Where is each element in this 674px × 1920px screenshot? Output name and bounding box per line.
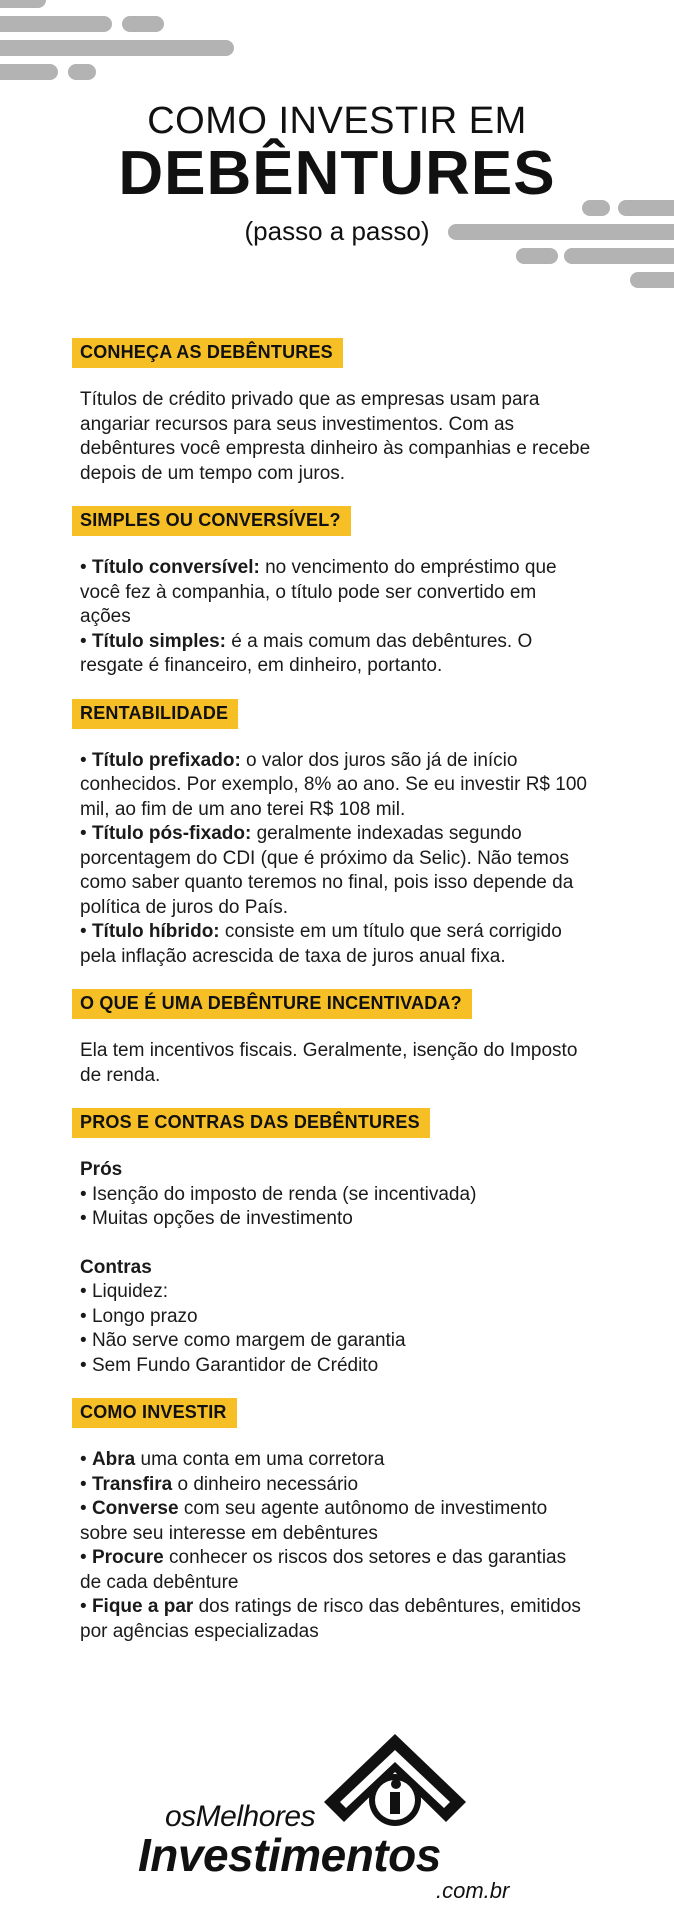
logo-domain: .com.br — [436, 1878, 510, 1903]
list-item: • Título conversível: no vencimento do empréstimo que você fez à companhia, o título pode ser convertido em ações — [80, 557, 557, 627]
decor-bar — [0, 64, 58, 80]
cons-label: Contras — [80, 1256, 152, 1278]
decor-bar — [0, 0, 46, 8]
section-title: O QUE É UMA DEBÊNTURE INCENTIVADA? — [72, 989, 472, 1019]
page-title: DEBÊNTURES — [118, 139, 556, 208]
logo-text-big: Investimentos — [138, 1829, 441, 1881]
section-simples-conversivel — [72, 506, 592, 679]
section-rentabilidade — [72, 699, 592, 970]
header-subtitle: (passo a passo) — [244, 216, 430, 246]
section-title: PROS E CONTRAS DAS DEBÊNTURES — [72, 1108, 430, 1138]
list-item: • Título prefixado: o valor dos juros são já de início conhecidos. Por exemplo, 8% ao ano. Se eu investir R$ 100 mil, ao fim de um ano terei R$ 108 mil. — [80, 749, 587, 820]
list-item: • Procure conhecer os riscos dos setores e das garantias de cada debênture — [80, 1547, 567, 1593]
section-conheca — [72, 338, 592, 486]
decor-bar — [564, 248, 674, 264]
content — [72, 338, 592, 1664]
list-item: • Não serve como margem de garantia — [80, 1330, 406, 1351]
list-item: • Transfira o dinheiro necessário — [80, 1473, 359, 1495]
list-item: • Título híbrido: consiste em um título que será corrigido pela inflação acrescida de taxa de juros anual fixa. — [80, 921, 562, 967]
logo-text-small: osMelhores — [165, 1800, 316, 1833]
section-title: RENTABILIDADE — [72, 699, 238, 729]
section-text: Ela tem incentivos fiscais. Geralmente, isenção do Imposto de renda. — [80, 1040, 578, 1086]
decor-bar — [122, 16, 164, 32]
list-item: • Título simples: é a mais comum das debêntures. O resgate é financeiro, em dinheiro, portanto. — [80, 630, 533, 676]
list-item: • Longo prazo — [80, 1305, 198, 1327]
section-como-investir — [72, 1398, 592, 1644]
pros-label: Prós — [80, 1159, 123, 1180]
list-item: • Abra uma conta em uma corretora — [80, 1449, 385, 1470]
brand-logo — [130, 1730, 550, 1903]
section-title: CONHEÇA AS DEBÊNTURES — [72, 338, 343, 368]
header-line-1: COMO INVESTIR EM — [147, 100, 527, 142]
decor-bar — [68, 64, 96, 80]
list-item: • Fique a par dos ratings de risco das debêntures, emitidos por agências especializadas — [80, 1596, 581, 1642]
list-item: • Isenção do imposto de renda (se incentivada) — [80, 1183, 477, 1205]
list-item: • Converse com seu agente autônomo de investimento sobre seu interesse em debêntures — [80, 1498, 548, 1544]
spacer — [72, 1232, 592, 1256]
section-incentivada — [72, 989, 592, 1088]
decor-bar — [516, 248, 558, 264]
section-title: SIMPLES OU CONVERSÍVEL? — [72, 506, 351, 536]
decor-bar — [630, 272, 674, 288]
list-item: • Muitas opções de investimento — [80, 1208, 353, 1229]
section-text: Títulos de crédito privado que as empresas usam para angariar recursos para seus investimentos. Com as debêntures você empresta dinheiro às companhias e recebe depois de um tempo com juros. — [80, 389, 591, 484]
list-item: • Liquidez: — [80, 1281, 168, 1302]
section-pros-contras — [72, 1108, 592, 1378]
list-item: • Sem Fundo Garantidor de Crédito — [80, 1354, 379, 1376]
section-title: COMO INVESTIR — [72, 1398, 237, 1428]
list-item: • Título pós-fixado: geralmente indexadas segundo porcentagem do CDI (que é próximo da Selic). Não temos como saber quanto teremos no final, pois isso depende da política de juros do País. — [80, 823, 574, 918]
decor-bar — [0, 16, 112, 32]
diamond-i-logo-icon — [320, 1730, 470, 1840]
decor-bar — [0, 40, 234, 56]
